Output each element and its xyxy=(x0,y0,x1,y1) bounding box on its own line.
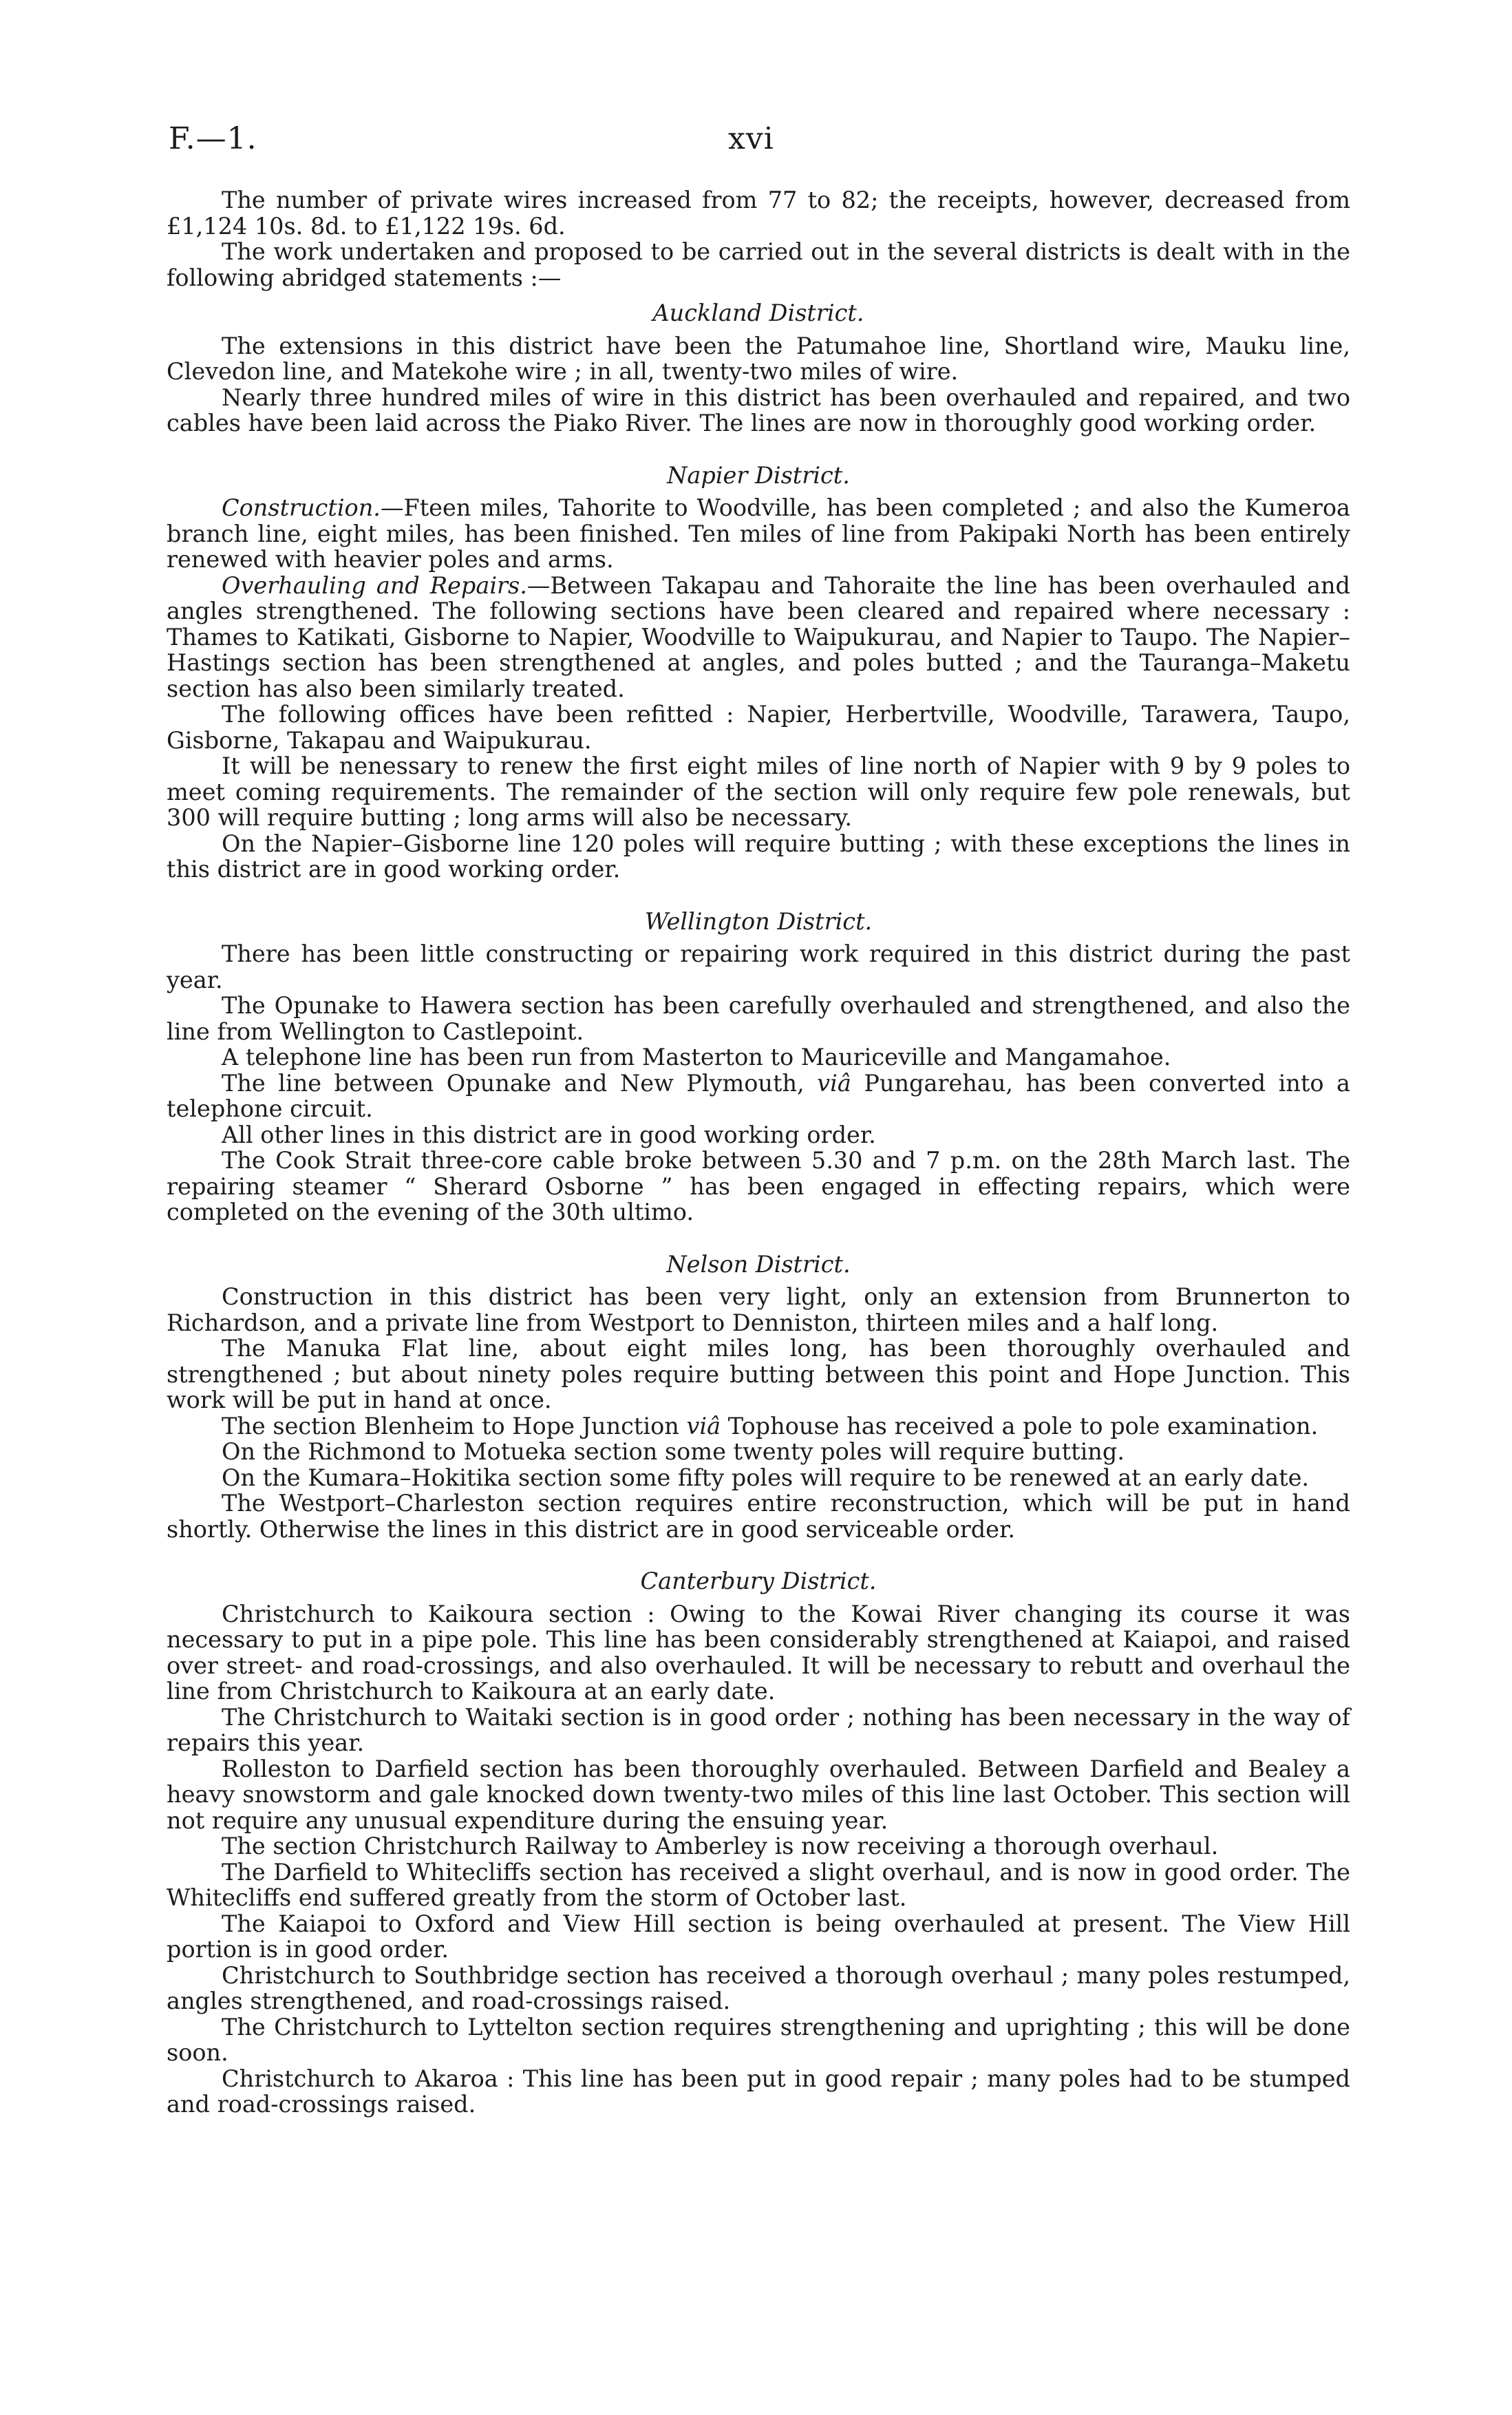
document-body xyxy=(167,187,1350,2118)
text-run: The section Blenheim to Hope Junction xyxy=(222,1412,687,1439)
paragraph: The work undertaken and proposed to be carried out in the several districts is dealt with in the following abridged statements :— xyxy=(167,238,1350,291)
section-title-napier: Napier District. xyxy=(667,461,850,489)
document-reference: F.—1. xyxy=(169,121,257,156)
italic-word: viâ xyxy=(686,1412,721,1439)
paragraph: On the Richmond to Motueka section some twenty poles will require butting. xyxy=(222,1438,1125,1465)
paragraph: The Opunake to Hawera section has been carefully overhauled and strengthened, and also the line from Wellington to Castlepoint. xyxy=(167,992,1350,1045)
paragraph: The Darfield to Whitecliffs section has received a slight overhaul, and is now in good order. The Whitecliffs end suffered greatly from the storm of October last. xyxy=(167,1858,1350,1911)
paragraph: The Westport–Charleston section requires entire reconstruction, which will be put in hand shortly. Otherwise the lines in this district are in good serviceable order. xyxy=(167,1490,1350,1543)
text-run: The line between Opunake and New Plymouth, xyxy=(222,1069,818,1097)
paragraph: Christchurch to Kaikoura section : Owing to the Kowai River changing its course it was necessary to put in a pipe pole. This line has been considerably strengthened at Kaiapoi, and raised over street- and road-crossings, and also overhauled. It will be necessary to rebutt and overhaul the line from Christchurch to Kaikoura at an early date. xyxy=(167,1600,1350,1705)
paragraph: Construction in this district has been very light, only an extension from Brunnerton to Richardson, and a private line from Westport to Denniston, thirteen miles and a half long. xyxy=(167,1283,1350,1336)
paragraph: The Manuka Flat line, about eight miles long, has been thoroughly overhauled and strengthened ; but about ninety poles require butting between this point and Hope Junction. This work will be put in hand at once. xyxy=(167,1335,1350,1413)
overhauling-text: —Between Takapau and Tahoraite the line has been overhauled and angles strengthened. The following sections have been cleared and repaired where necessary : Thames to Katikati, Gisborne to Napier, Woodville to Waipukurau, and Napier to Taupo. The Napier–Hastings section has been strengthened at angles, and poles butted ; and the Tauranga–Maketu section has also been similarly treated. xyxy=(167,571,1351,702)
section-title-wellington: Wellington District. xyxy=(644,907,873,935)
paragraph: The Kaiapoi to Oxford and View Hill section is being overhauled at present. The View Hill portion is in good order. xyxy=(167,1910,1350,1963)
paragraph: The extensions in this district have been the Patumahoe line, Shortland wire, Mauku line, Clevedon line, and Matekohe wire ; in all, twenty-two miles of wire. xyxy=(167,332,1350,385)
paragraph: A telephone line has been run from Masterton to Mauriceville and Mangamahoe. xyxy=(222,1044,1171,1071)
paragraph: On the Kumara–Hokitika section some fifty poles will require to be renewed at an early date. xyxy=(222,1464,1310,1491)
paragraph: The following offices have been refitted : Napier, Herbertville, Woodville, Tarawera, Taupo, Gisborne, Takapau and Waipukurau. xyxy=(167,701,1350,754)
construction-text: —Fteen miles, Tahorite to Woodville, has been completed ; and also the Kumeroa branch line, eight miles, has been finished. Ten miles of line from Pakipaki North has been entirely renewed with heavier poles and arms. xyxy=(167,494,1350,573)
section-title-canterbury: Canterbury District. xyxy=(640,1568,877,1594)
overhauling-label: Overhauling and Repairs. xyxy=(222,571,527,599)
paragraph: Christchurch to Southbridge section has received a thorough overhaul ; many poles restumped, angles strengthened, and road-crossings raised. xyxy=(167,1961,1350,2014)
paragraph: The Christchurch to Lyttelton section requires strengthening and uprighting ; this will be done soon. xyxy=(167,2013,1350,2066)
paragraph-via xyxy=(167,1071,1350,1122)
paragraph: Christchurch to Akaroa : This line has been put in good repair ; many poles had to be stumped and road-crossings raised. xyxy=(167,2065,1350,2118)
page-number: xvi xyxy=(728,121,774,156)
paragraph: The Christchurch to Waitaki section is in good order ; nothing has been necessary in the way of repairs this year. xyxy=(167,1703,1350,1756)
paragraph: The number of private wires increased from 77 to 82; the receipts, however, decreased from £1,124 10s. 8d. to £1,122 19s. 6d. xyxy=(167,187,1350,240)
paragraph: It will be nenessary to renew the first eight miles of line north of Napier with 9 by 9 poles to meet coming requirements. The remainder of the section will only require few pole renewals, but 300 will require butting ; long arms will also be necessary. xyxy=(167,752,1350,831)
paragraph-construction xyxy=(167,495,1350,573)
paragraph-via xyxy=(167,1413,1350,1439)
section-title-nelson: Nelson District. xyxy=(666,1250,851,1278)
paragraph: The section Christchurch Railway to Amberley is now receiving a thorough overhaul. xyxy=(222,1833,1219,1859)
paragraph: Rolleston to Darfield section has been thoroughly overhauled. Between Darfield and Bealey a heavy snowstorm and gale knocked down twenty-two miles of this line last October. This section will not require any unusual expenditure during the ensuing year. xyxy=(167,1755,1350,1834)
paragraph: On the Napier–Gisborne line 120 poles will require butting ; with these exceptions the lines in this district are in good working order. xyxy=(167,830,1350,883)
paragraph: There has been little constructing or repairing work required in this district during the past year. xyxy=(167,940,1350,993)
paragraph: Nearly three hundred miles of wire in this district has been overhauled and repaired, and two cables have been laid across the Piako River. The lines are now in thoroughly good working order. xyxy=(167,383,1350,436)
italic-word: viâ xyxy=(817,1069,851,1097)
paragraph: The Cook Strait three-core cable broke between 5.30 and 7 p.m. on the 28th March last. The repairing steamer “ Sherard Osborne ” has been engaged in effecting repairs, which were completed on the evening of the 30th ultimo. xyxy=(167,1147,1350,1225)
construction-label: Construction. xyxy=(222,494,381,521)
text-run: Pungarehau, has been converted into a telephone circuit. xyxy=(167,1069,1350,1122)
section-title-auckland: Auckland District. xyxy=(652,299,864,326)
paragraph-overhauling xyxy=(167,573,1350,702)
text-run: Tophouse has received a pole to pole examination. xyxy=(721,1412,1319,1439)
paragraph: All other lines in this district are in good working order. xyxy=(222,1121,876,1148)
